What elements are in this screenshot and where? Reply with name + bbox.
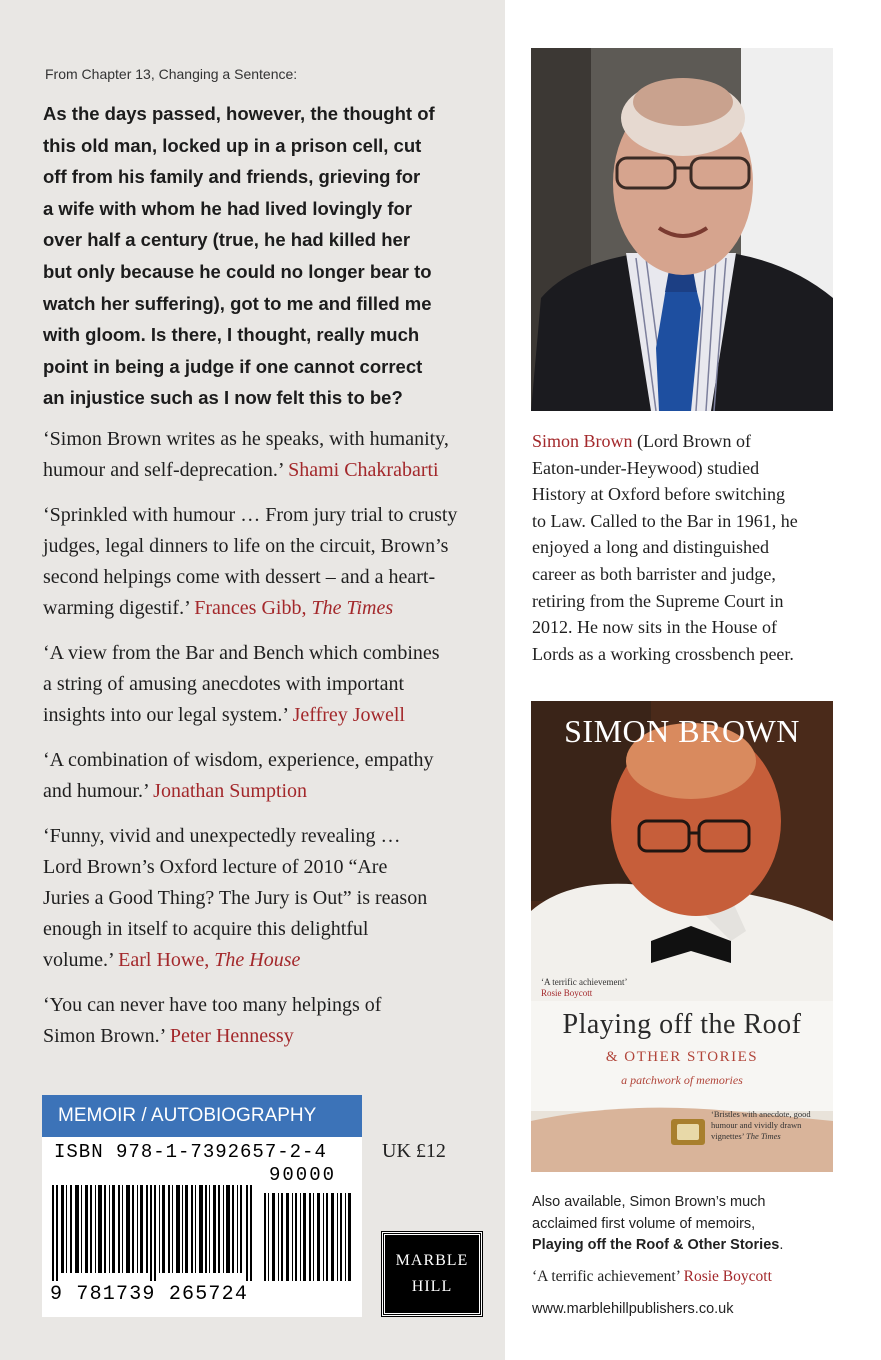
price: UK £12 [382, 1140, 446, 1162]
barcode [42, 1137, 362, 1317]
quote-attribution: Peter Hennessy [169, 1025, 294, 1047]
excerpt-line: watch her suffering), got to me and filled me [43, 292, 432, 314]
author-name: Simon Brown [532, 431, 633, 451]
book-author: SIMON BROWN [564, 713, 800, 749]
quote-attribution: Jeffrey Jowell [292, 704, 405, 726]
excerpt-line: this old man, locked up in a prison cell, cut [43, 134, 422, 156]
book-title: Playing off the Roof [562, 1009, 802, 1040]
barcode-bars [52, 1185, 354, 1281]
review-quotes [43, 424, 488, 1066]
excerpt-line: with gloom. Is there, I thought, really much [43, 324, 420, 346]
quote-attribution: Frances Gibb, [194, 597, 312, 619]
quote-attribution: Rosie Boycott [683, 1268, 772, 1285]
review-quote: ‘Simon Brown writes as he speaks, with humanity, humour and self-deprecation.’ Shami Chakrabarti [43, 428, 449, 481]
excerpt-text [43, 98, 463, 414]
excerpt-source: From Chapter 13, Changing a Sentence: [45, 66, 298, 82]
isbn-text: ISBN 978-1-7392657-2-4 [54, 1141, 327, 1163]
boycott-quote: ‘A terrific achievement’ Rosie Boycott [532, 1268, 772, 1285]
excerpt-line: an injustice such as I now felt this to be? [43, 387, 403, 409]
quote-publication: The Times [311, 597, 394, 619]
excerpt-line: over half a century (true, he had killed her [43, 229, 411, 251]
quote-attribution: Jonathan Sumption [153, 780, 308, 802]
review-quote: ‘You can never have too many helpings of Simon Brown.’ Peter Hennessy [43, 994, 382, 1047]
also-book-title: Playing off the Roof & Other Stories [532, 1237, 780, 1254]
quote-publication: The House [214, 949, 301, 971]
book-blurb: ‘A terrific achievement’ Rosie Boycott [541, 977, 628, 998]
excerpt-line: As the days passed, however, the thought of [43, 103, 435, 124]
also-available-text: Also available, Simon Brown’s much acclaimed first volume of memoirs, Playing off the Roof & Other Stories. [532, 1194, 784, 1254]
book-subtitle: & OTHER STORIES [605, 1049, 759, 1065]
previous-book-cover [531, 701, 833, 1172]
ean-digits: 9 781739 265724 [50, 1283, 249, 1306]
genre-banner: MEMOIR / AUTOBIOGRAPHY [42, 1095, 362, 1137]
review-quote: ‘A combination of wisdom, experience, empathy and humour.’ Jonathan Sumption [43, 749, 434, 802]
publisher-website: www.marblehillpublishers.co.uk [532, 1301, 734, 1317]
book-blurb: ‘Bristles with anecdote, good humour and vividly drawn vignettes’ The Times [711, 1109, 811, 1141]
review-quote: ‘A view from the Bar and Bench which combines a string of amusing anecdotes with important insights into our legal system.’ Jeffrey Jowell [43, 642, 440, 726]
author-photo [531, 48, 833, 411]
book-tagline: a patchwork of memories [621, 1073, 743, 1087]
excerpt-line: a wife with whom he had lived lovingly for [43, 197, 413, 219]
price-addon-code: 90000 [269, 1164, 337, 1186]
excerpt-line: off from his family and friends, grieving for [43, 166, 421, 188]
quote-attribution: Earl Howe, [118, 949, 215, 971]
excerpt-line: but only because he could no longer bear to [43, 260, 432, 282]
publisher-logo: MARBLE HILL [382, 1232, 482, 1316]
author-bio: Simon Brown (Lord Brown of Eaton-under-Heywood) studied History at Oxford before switching to Law. Called to the Bar in 1961, he enjoyed a long and distinguished career as both barrister and judge, retiring from the Supreme Court in 2012. He now sits in the House of Lords as a working crossbench peer. [532, 431, 798, 664]
excerpt-line: point in being a judge if one cannot correct [43, 355, 423, 377]
review-quote: ‘Sprinkled with humour … From jury trial to crusty judges, legal dinners to life on the circuit, Brown’s second helpings come with dessert – and a heart- warming digestif.’ Frances Gibb, The Times [43, 504, 458, 619]
quote-attribution: Shami Chakrabarti [288, 459, 439, 481]
review-quote: ‘Funny, vivid and unexpectedly revealing … Lord Brown’s Oxford lecture of 2010 “Are Juries a Good Thing? The Jury is Out” is reason enough in itself to acquire this delightful volume.’ Earl Howe, The House [43, 825, 428, 971]
